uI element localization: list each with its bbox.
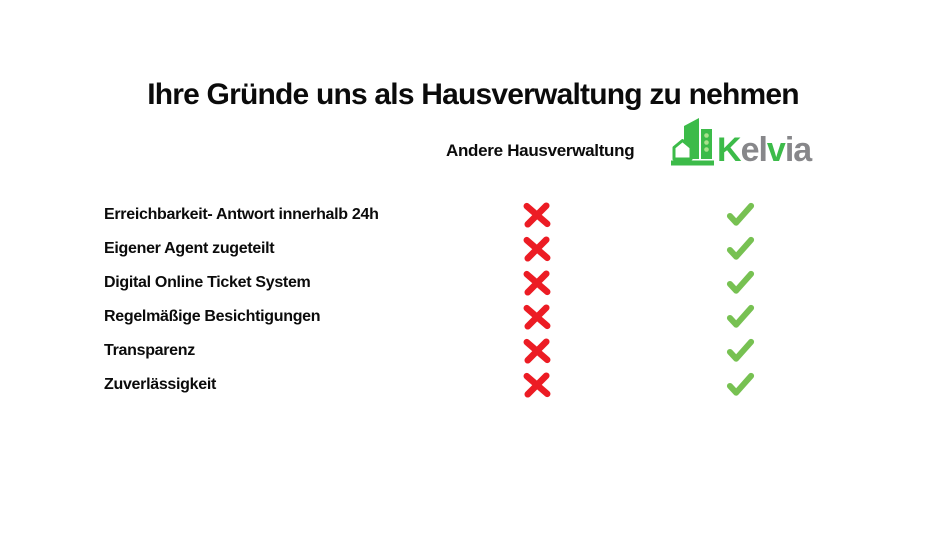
red-cross-icon <box>522 338 552 364</box>
comparison-row <box>0 232 946 266</box>
green-check-icon <box>726 236 755 262</box>
green-check-icon <box>726 304 755 330</box>
comparison-row <box>0 266 946 300</box>
feature-label: Erreichbarkeit- Antwort innerhalb 24h <box>104 206 379 223</box>
feature-label: Regelmäßige Besichtigungen <box>104 308 321 325</box>
green-check-icon <box>726 270 755 296</box>
red-cross-icon <box>522 236 552 262</box>
green-check-icon <box>726 372 755 398</box>
red-cross-icon <box>522 304 552 330</box>
wordmark-segment: K <box>717 131 741 169</box>
red-cross-icon <box>522 372 552 398</box>
comparison-row <box>0 198 946 232</box>
competitor-column-header: Andere Hausverwaltung <box>446 141 635 160</box>
wordmark-segment: v <box>766 131 785 169</box>
feature-label: Digital Online Ticket System <box>104 274 311 291</box>
green-check-icon <box>726 338 755 364</box>
green-check-icon <box>726 202 755 228</box>
feature-label: Transparenz <box>104 342 195 359</box>
page-title: Ihre Gründe uns als Hausverwaltung zu nehmen <box>147 78 799 111</box>
feature-label: Eigener Agent zugeteilt <box>104 240 275 257</box>
comparison-row <box>0 368 946 402</box>
comparison-row <box>0 300 946 334</box>
kelvia-wordmark <box>717 130 811 170</box>
kelvia-buildings-icon <box>671 114 715 166</box>
wordmark-segment: el <box>740 131 767 169</box>
red-cross-icon <box>522 270 552 296</box>
red-cross-icon <box>522 202 552 228</box>
comparison-row <box>0 334 946 368</box>
wordmark-segment: ia <box>784 131 812 169</box>
feature-label: Zuverlässigkeit <box>104 376 217 393</box>
